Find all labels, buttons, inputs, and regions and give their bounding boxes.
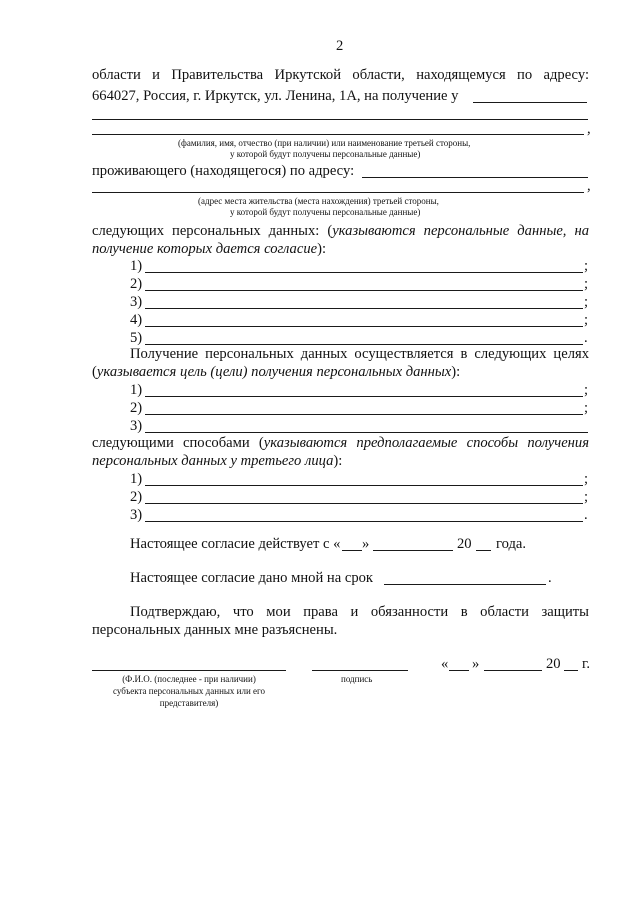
intro-line-2: 664027, Россия, г. Иркутск, ул. Ленина, 1А, на получение у: [92, 88, 459, 104]
item-blank[interactable]: [145, 290, 583, 291]
comma: ,: [587, 178, 591, 194]
term-text: Настоящее согласие дано мной на срок: [130, 570, 373, 586]
item-blank[interactable]: [145, 503, 583, 504]
item-end: ;: [584, 312, 589, 328]
purposes-line-1: Получение персональных данных осуществляется в следующих целях: [130, 346, 589, 362]
date-year-blank[interactable]: [564, 670, 578, 671]
item-blank[interactable]: [145, 344, 583, 345]
item-end: .: [584, 330, 588, 346]
methods-line-1: следующими способами (указываются предполагаемые способы получения: [92, 435, 589, 451]
date-year-prefix: 20: [546, 656, 561, 672]
item-number: 3): [130, 294, 143, 310]
item-blank[interactable]: [145, 272, 583, 273]
fio-blank[interactable]: [92, 670, 286, 671]
third-party-name-line-1[interactable]: [92, 119, 588, 120]
address-line-2[interactable]: [92, 192, 584, 193]
address-line-1[interactable]: [362, 177, 588, 178]
item-number: 5): [130, 330, 143, 346]
personal-data-line-1: следующих персональных данных: (указываются персональные данные, на: [92, 223, 589, 239]
confirm-line-2: персональных данных мне разъяснены.: [92, 622, 338, 638]
third-party-name-note-2: у которой будут получены персональные данные): [230, 149, 421, 159]
date-quote-open: «: [441, 656, 449, 672]
item-number: 2): [130, 489, 143, 505]
signature-blank[interactable]: [312, 670, 408, 671]
residing-label: проживающего (находящегося) по адресу:: [92, 163, 355, 179]
item-number: 1): [130, 382, 143, 398]
page-number: 2: [336, 38, 344, 54]
item-blank[interactable]: [145, 308, 583, 309]
item-end: ;: [584, 382, 589, 398]
item-blank[interactable]: [145, 396, 583, 397]
term-end: .: [548, 570, 552, 586]
purposes-line-2: (указывается цель (цели) получения персональных данных):: [92, 364, 461, 380]
validity-year-blank[interactable]: [476, 550, 491, 551]
item-number: 1): [130, 258, 143, 274]
intro-line-1: области и Правительства Иркутской области, находящемуся по адресу:: [92, 67, 589, 83]
item-end: ;: [584, 258, 589, 274]
third-party-name-note-1: (фамилия, имя, отчество (при наличии) или наименование третьей стороны,: [178, 138, 471, 148]
item-end: ;: [584, 471, 589, 487]
fio-note-line-1: (Ф.И.О. (последнее - при наличии): [122, 674, 256, 684]
methods-line-2: персональных данных у третьего лица):: [92, 453, 343, 469]
term-blank[interactable]: [384, 584, 546, 585]
date-day-blank[interactable]: [449, 670, 469, 671]
item-blank[interactable]: [145, 432, 588, 433]
item-end: ;: [584, 294, 589, 310]
date-year-suffix: г.: [582, 656, 590, 672]
personal-data-line-2: получение которых дается согласие):: [92, 241, 327, 257]
item-end: ;: [584, 489, 589, 505]
item-blank[interactable]: [145, 414, 583, 415]
third-party-blank[interactable]: [473, 102, 587, 103]
item-number: 1): [130, 471, 143, 487]
item-blank[interactable]: [145, 521, 583, 522]
fio-note-line-2: субъекта персональных данных или его: [112, 686, 266, 696]
item-number: 3): [130, 418, 143, 434]
address-note-2: у которой будут получены персональные данные): [230, 207, 421, 217]
item-number: 4): [130, 312, 143, 328]
confirm-line-1: Подтверждаю, что мои права и обязанности в области защиты: [130, 604, 589, 620]
item-number: 2): [130, 276, 143, 292]
comma: ,: [587, 121, 591, 137]
validity-month-blank[interactable]: [373, 550, 453, 551]
item-blank[interactable]: [145, 485, 583, 486]
third-party-name-line-2[interactable]: [92, 134, 584, 135]
item-blank[interactable]: [145, 326, 583, 327]
signature-note: подпись: [341, 674, 373, 684]
item-number: 2): [130, 400, 143, 416]
fio-note-line-3: представителя): [159, 698, 219, 708]
item-end: .: [584, 507, 588, 523]
validity-day-blank[interactable]: [342, 550, 362, 551]
validity-quote-close: »: [362, 536, 370, 552]
validity-year-word: года.: [496, 536, 527, 552]
item-end: ;: [584, 276, 589, 292]
item-end: ;: [584, 400, 589, 416]
date-month-blank[interactable]: [484, 670, 542, 671]
validity-year-prefix: 20: [457, 536, 472, 552]
item-number: 3): [130, 507, 143, 523]
date-quote-close: »: [472, 656, 480, 672]
validity-text: Настоящее согласие действует с «: [130, 536, 341, 552]
address-note-1: (адрес места жительства (места нахождения) третьей стороны,: [198, 196, 439, 206]
